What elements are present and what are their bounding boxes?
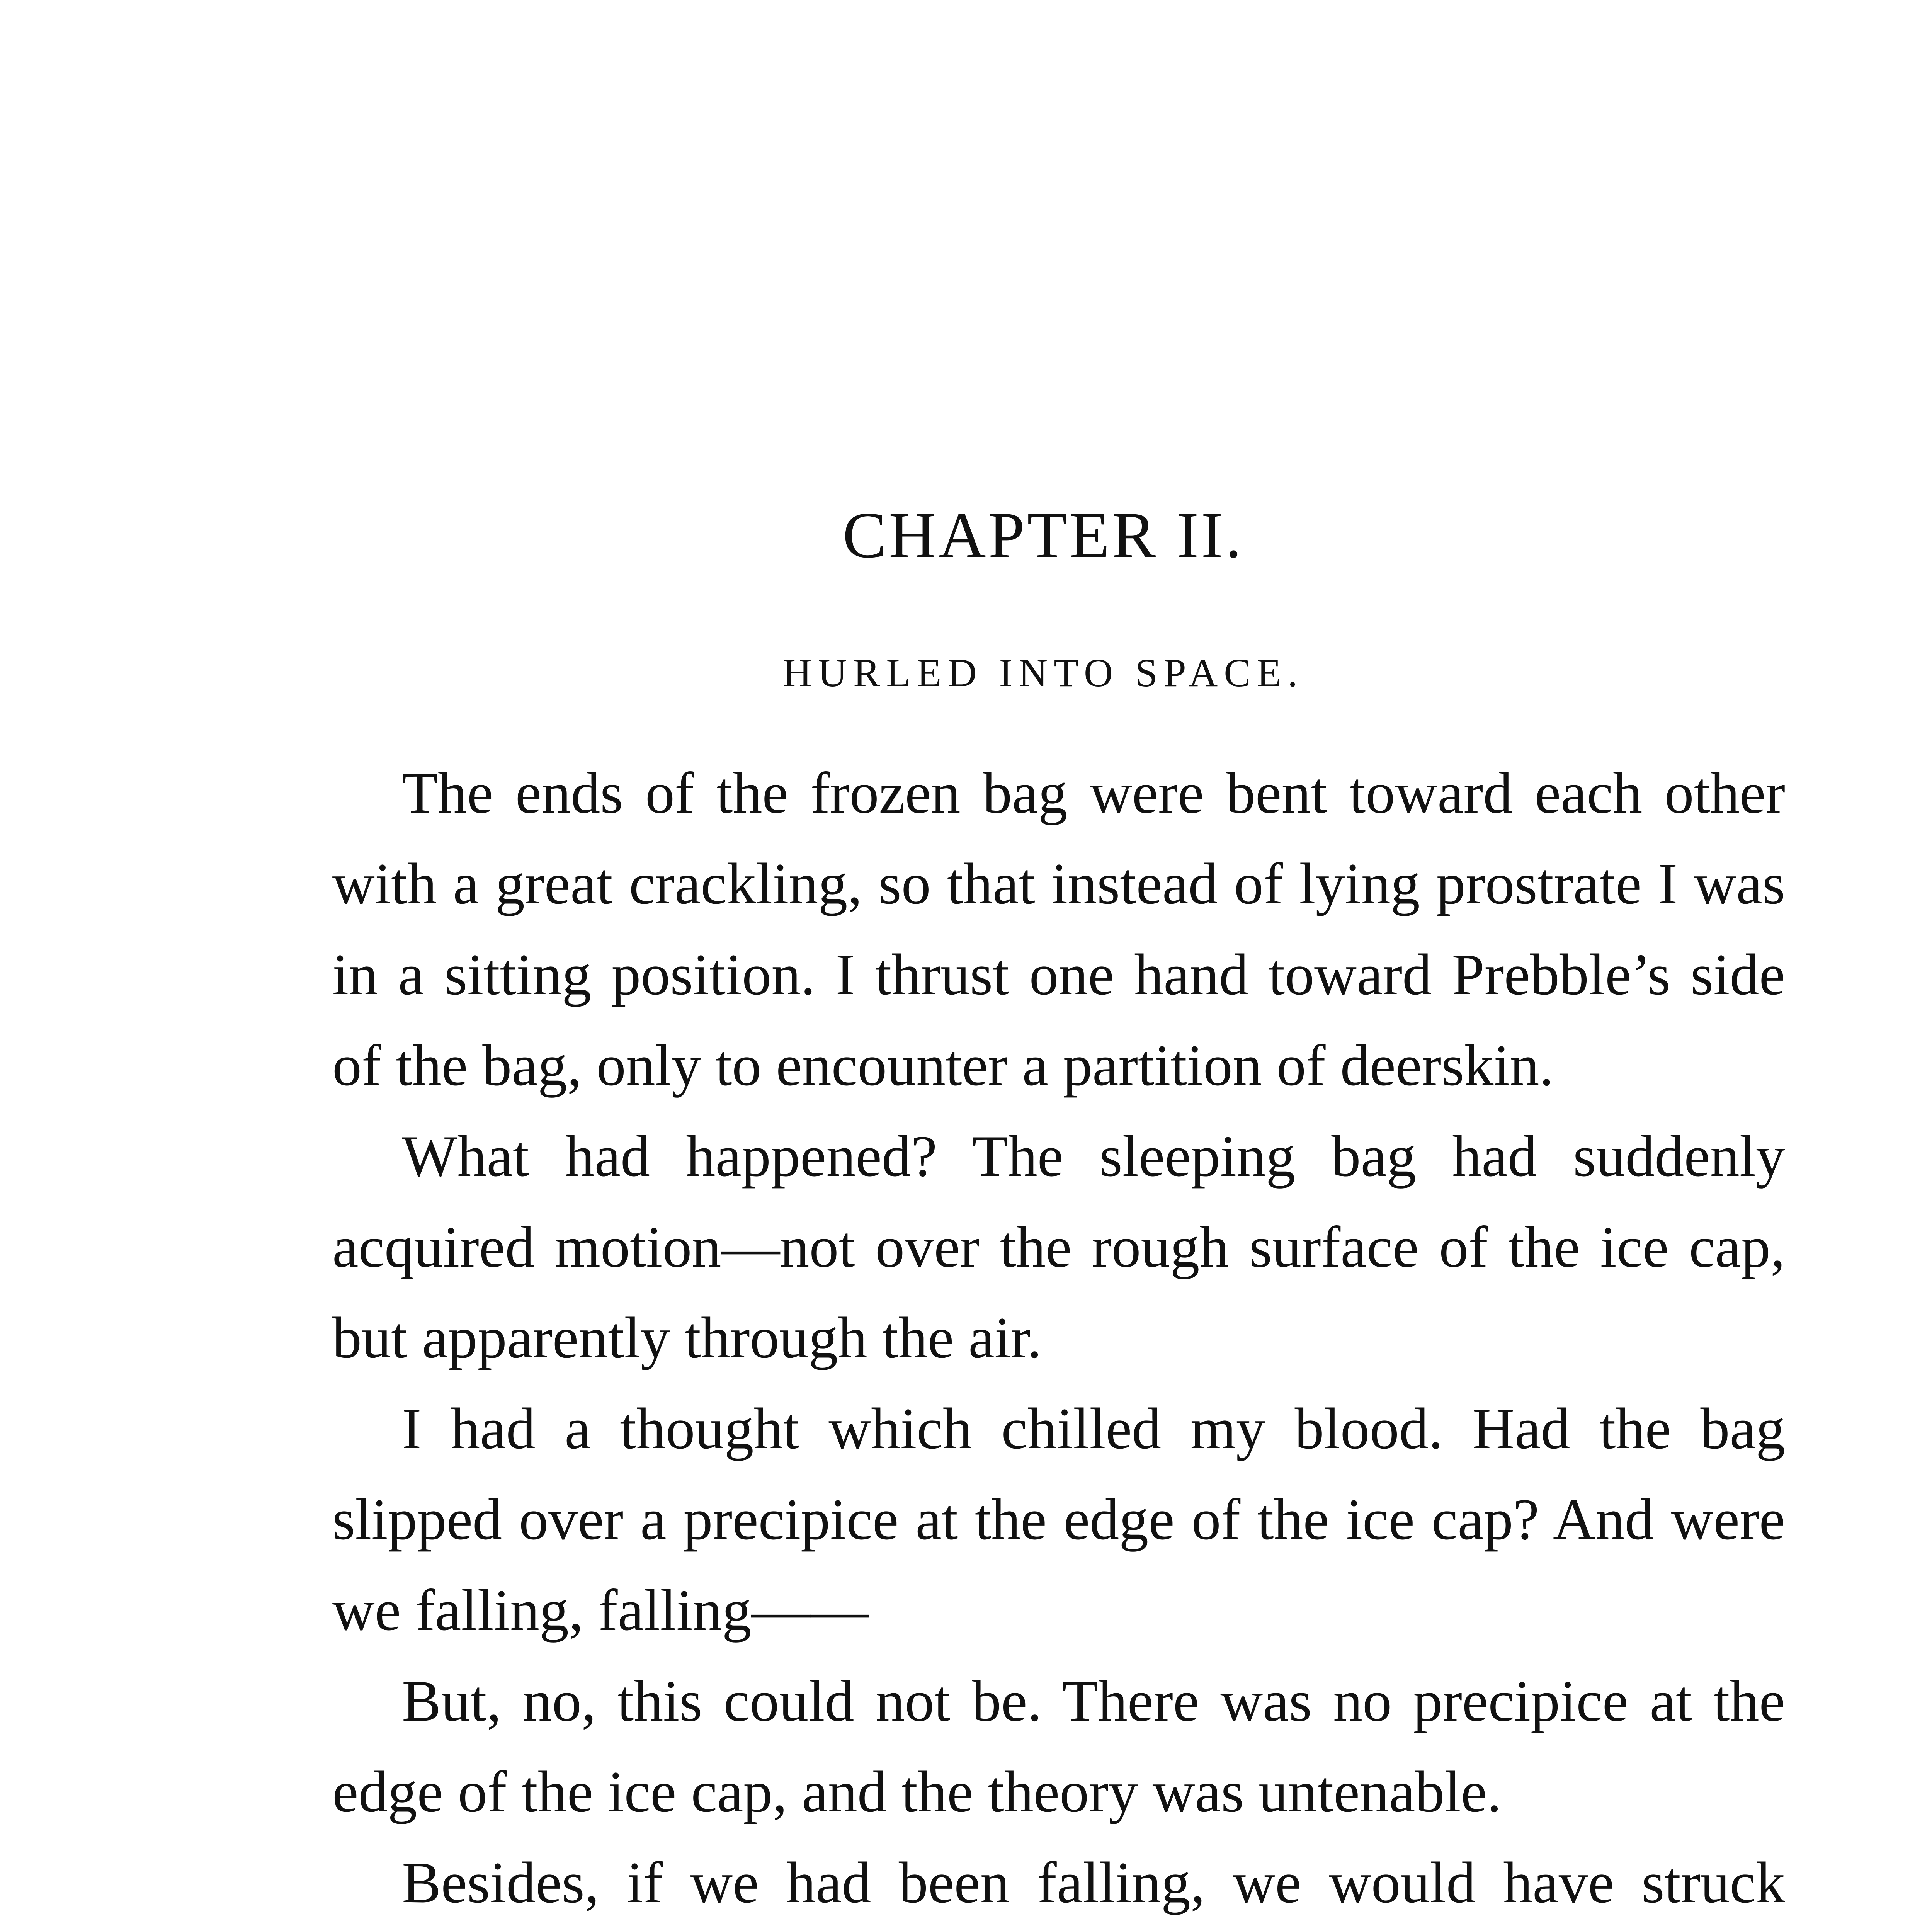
chapter-heading: CHAPTER II.: [842, 499, 1244, 571]
paragraph: I had a thought which chilled my blood. Had the bag slipped over a precipice at the edge of the ice cap? And were we falling, falling——: [332, 1396, 1785, 1643]
paragraph: The ends of the frozen bag were bent toward each other with a great crackling, so that instead of lying prostrate I was in a sitting position. I thrust one hand toward Prebble’s side of the bag, only to encounter a partition of deerskin.: [332, 760, 1785, 1098]
chapter-body: [332, 748, 1785, 1932]
chapter-subtitle: HURLED INTO SPACE.: [782, 651, 1304, 695]
paragraph: What had happened? The sleeping bag had suddenly acquired motion—not over the rough surface of the ice cap, but apparently through the air.: [332, 1124, 1785, 1370]
paragraph: Besides, if we had been falling, we would have struck: [402, 1850, 1785, 1915]
paragraph: But, no, this could not be. There was no precipice at the edge of the ice cap, and the theory was untenable.: [332, 1668, 1785, 1824]
